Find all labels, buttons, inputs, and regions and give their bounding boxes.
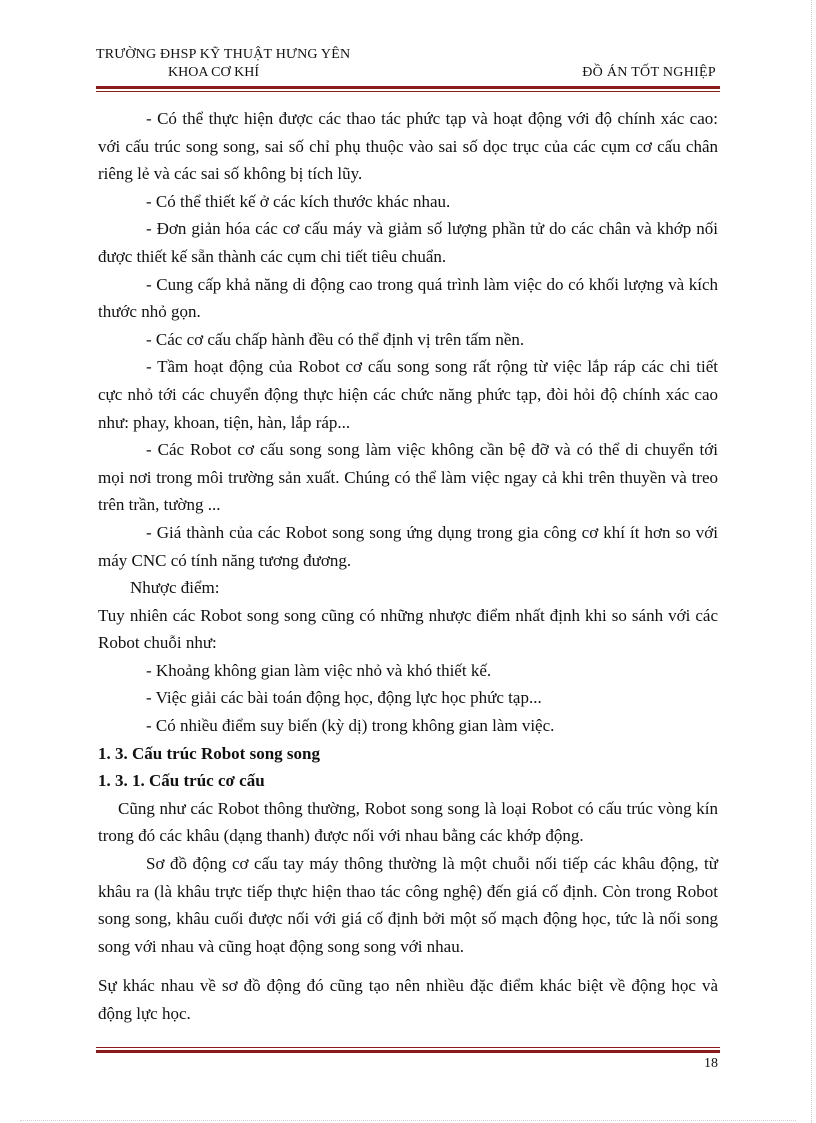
- paragraph: - Việc giải các bài toán động học, động lực học phức tạp...: [146, 688, 542, 708]
- footer-rule-thick: [96, 1050, 720, 1053]
- page-number: 18: [704, 1056, 718, 1071]
- footer-rule-thin: [96, 1047, 720, 1048]
- header-document-title: ĐỒ ÁN TỐT NGHIỆP: [582, 65, 716, 80]
- page-edge-guide: [811, 0, 812, 1123]
- subsection-heading: 1. 3. 1. Cấu trúc cơ cấu: [98, 771, 265, 791]
- subheading-disadvantages: Nhược điểm:: [130, 578, 220, 598]
- paragraph: Cũng như các Robot thông thường, Robot song song là loại Robot có cấu trúc vòng kín trong đó các khâu (dạng thanh) được nối với nhau bằng các khớp động.: [98, 798, 718, 846]
- header-rule-thick: [96, 86, 720, 89]
- header-school-name: TRƯỜNG ĐHSP KỸ THUẬT HƯNG YÊN: [96, 47, 351, 62]
- section-heading: 1. 3. Cấu trúc Robot song song: [98, 743, 320, 763]
- paragraph: - Khoảng không gian làm việc nhỏ và khó thiết kế.: [146, 660, 492, 680]
- paragraph: - Các cơ cấu chấp hành đều có thể định vị trên tấm nền.: [146, 329, 525, 349]
- paragraph: - Có thể thiết kế ở các kích thước khác nhau.: [146, 191, 451, 211]
- paragraph: - Có thể thực hiện được các thao tác phức tạp và hoạt động với độ chính xác cao: với cấu trúc song song, sai số chỉ phụ thuộc vào sai số dọc trục của các cụm cơ cấu chân riêng lẻ và các sai số không bị tích lũy.: [98, 109, 718, 184]
- paragraph: Sự khác nhau về sơ đồ động đó cũng tạo nên nhiều đặc điểm khác biệt về động học và động lực học.: [98, 976, 718, 1023]
- paragraph: - Các Robot cơ cấu song song làm việc không cần bệ đỡ và có thể di chuyển tới mọi nơi trong môi trường sản xuất. Chúng có thể làm việc ngay cả khi trên thuyền và treo trên trần, tường ...: [98, 440, 718, 515]
- paragraph: - Tầm hoạt động của Robot cơ cấu song song rất rộng từ việc lắp ráp các chi tiết cực nhỏ tới các chuyển động thực hiện các chức năng phức tạp, đòi hỏi độ chính xác cao như: phay, khoan, tiện, hàn, lắp ráp...: [98, 357, 718, 432]
- paragraph: Tuy nhiên các Robot song song cũng có những nhược điểm nhất định khi so sánh với các Robot chuỗi như:: [98, 605, 718, 653]
- paragraph: - Đơn giản hóa các cơ cấu máy và giảm số lượng phần tử do các chân và khớp nối được thiết kế sẵn thành các cụm chi tiết tiêu chuẩn.: [98, 219, 718, 266]
- paragraph: - Cung cấp khả năng di động cao trong quá trình làm việc do có khối lượng và kích thước nhỏ gọn.: [98, 274, 718, 322]
- paragraph: - Giá thành của các Robot song song ứng dụng trong gia công cơ khí ít hơn so với máy CNC có tính năng tương đương.: [98, 522, 718, 570]
- paragraph: - Có nhiều điểm suy biến (kỳ dị) trong không gian làm việc.: [146, 716, 555, 736]
- page-bottom-guide: [20, 1120, 796, 1121]
- header-rule-thin: [96, 91, 720, 92]
- document-body: [98, 105, 718, 1028]
- paragraph: Sơ đồ động cơ cấu tay máy thông thường là một chuỗi nối tiếp các khâu động, từ khâu ra (là khâu trực tiếp thực hiện thao tác công nghệ) đến giá cố định. Còn trong Robot song song, khâu cuối được nối với giá cố định bởi một số mạch động học, tức là nối song song với nhau và cũng hoạt động song song với nhau.: [98, 854, 718, 956]
- header-faculty-name: KHOA CƠ KHÍ: [168, 65, 259, 80]
